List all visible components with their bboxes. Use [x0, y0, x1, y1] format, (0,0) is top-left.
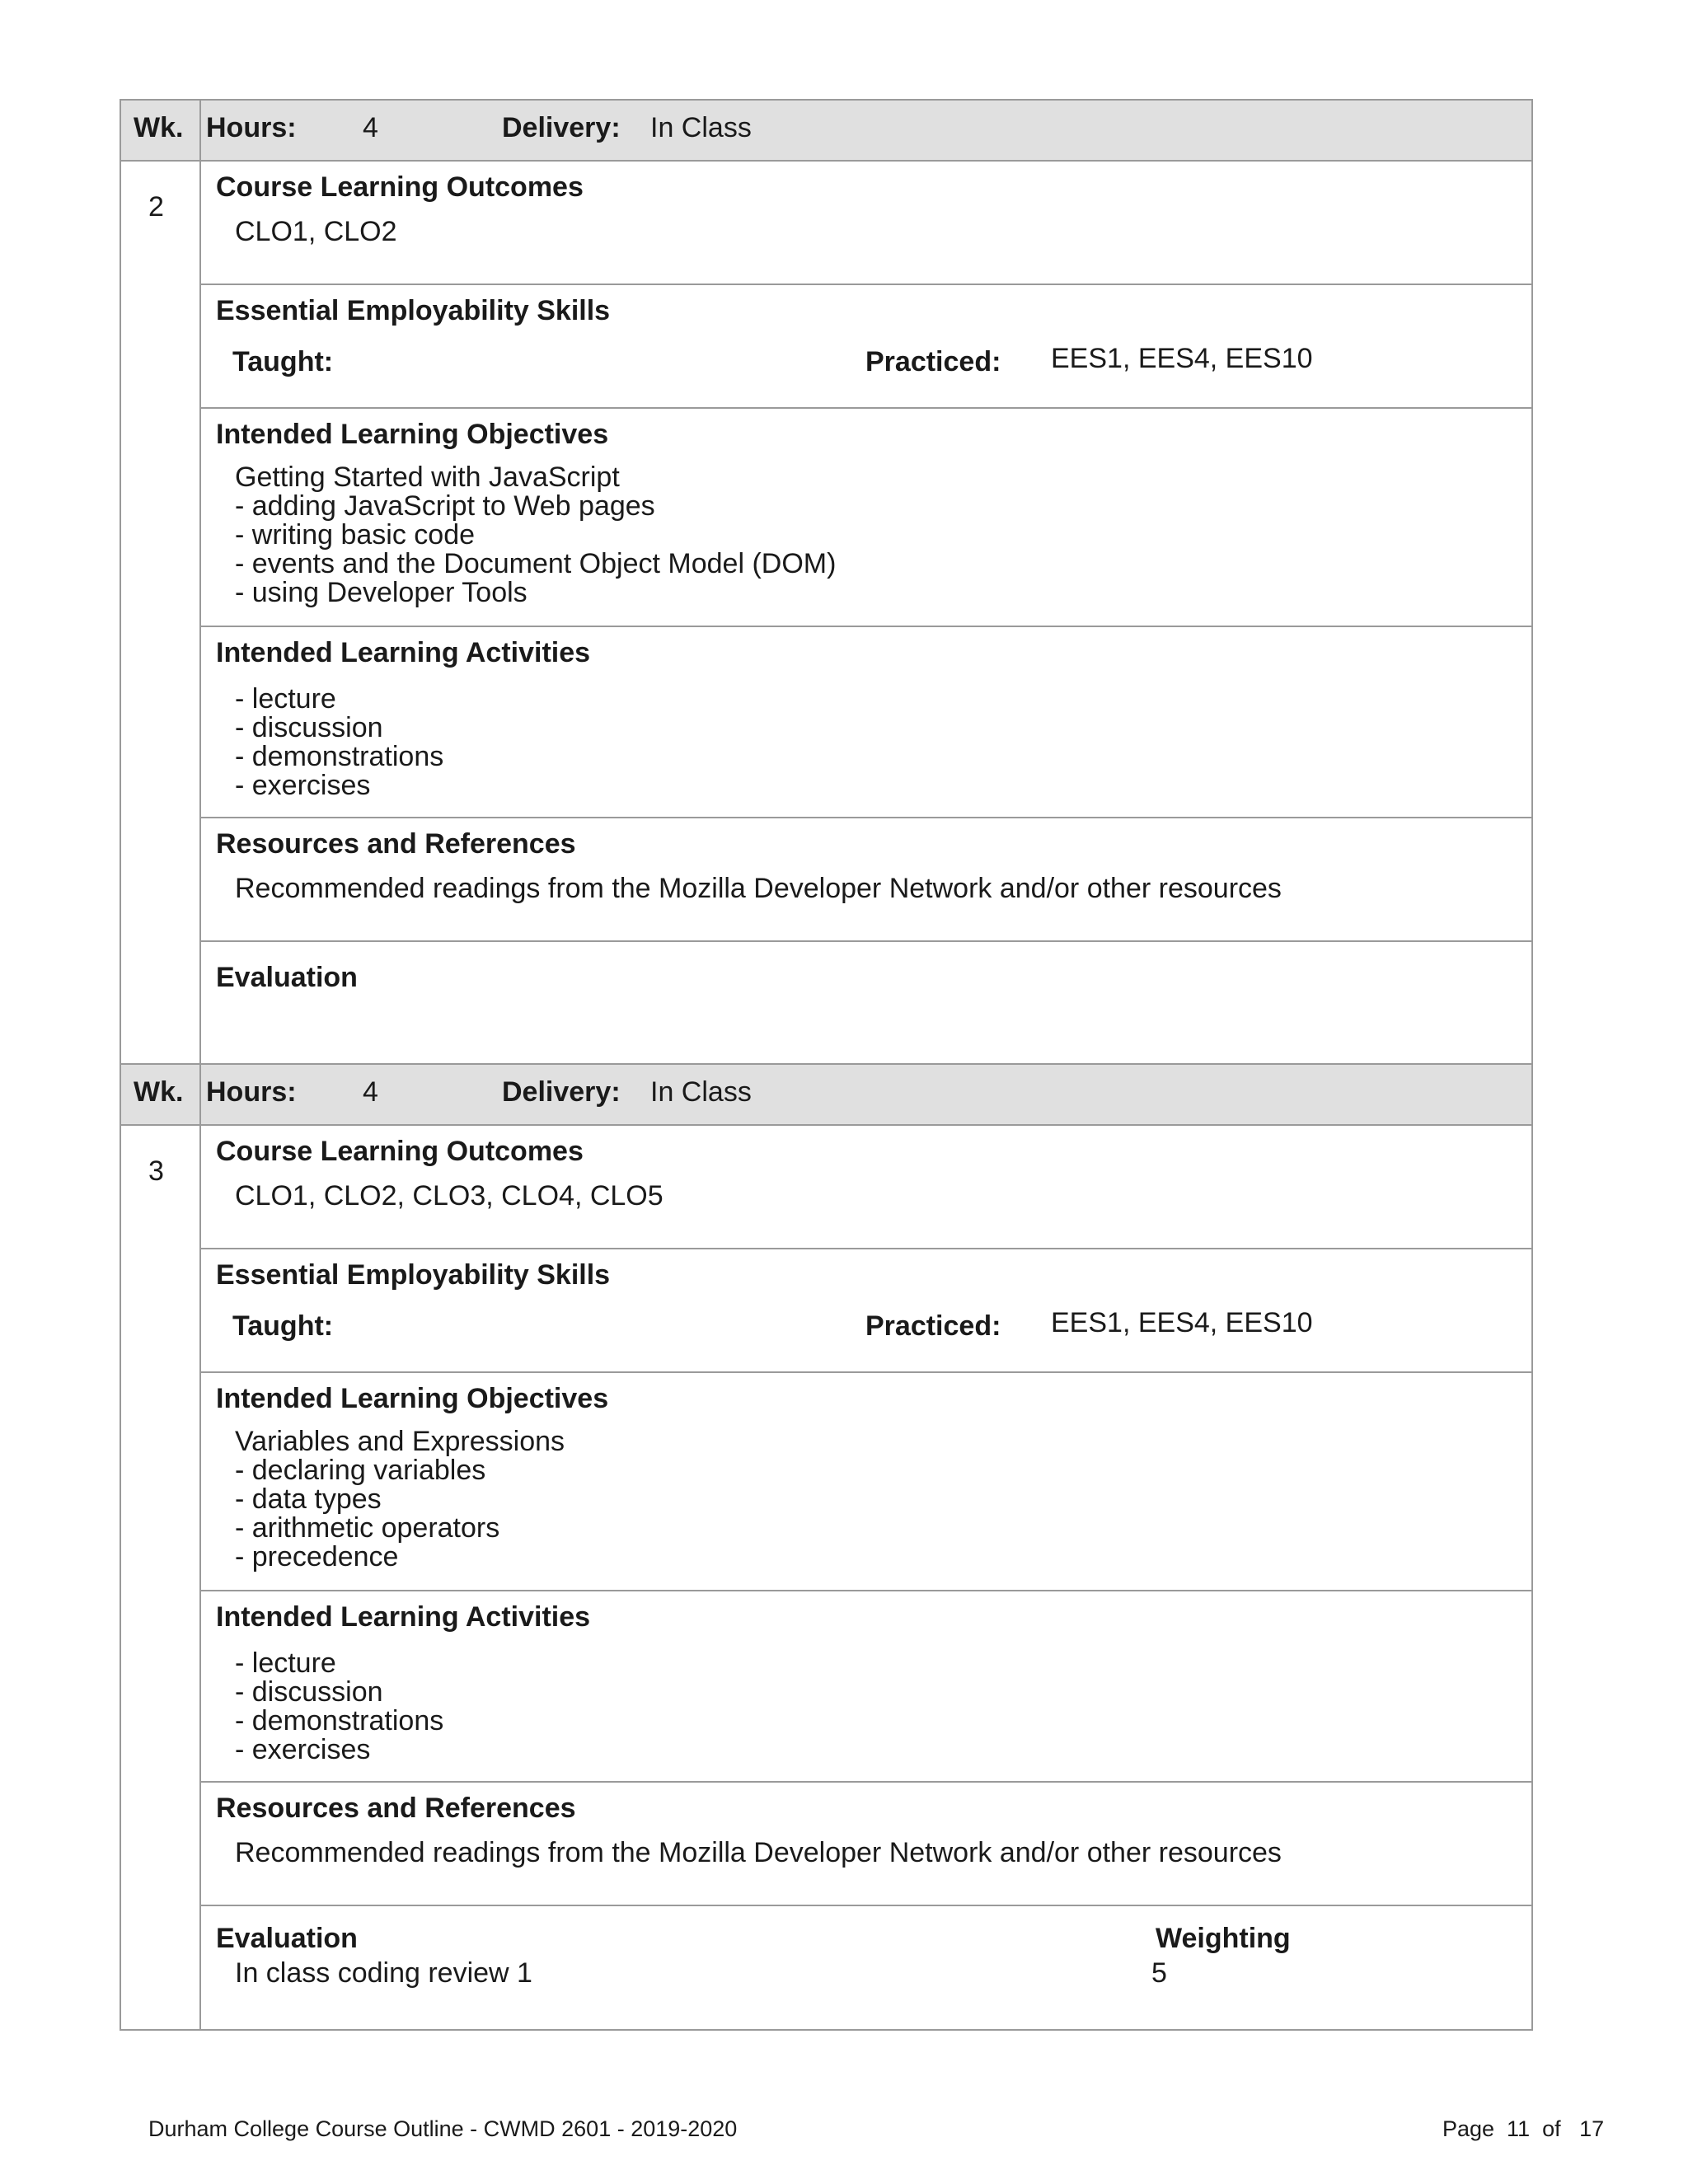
- objectives-list: Getting Started with JavaScript - adding JavaScript to Web pages - writing basic code - events and the Document Object Model (DOM) - using Developer Tools: [235, 462, 837, 608]
- section-title: Evaluation: [216, 962, 358, 993]
- clo-value: CLO1, CLO2, CLO3, CLO4, CLO5: [235, 1180, 663, 1212]
- delivery-label: Delivery:: [502, 112, 621, 143]
- section-title: Resources and References: [216, 1793, 576, 1824]
- learning-objectives-section: [199, 1373, 1531, 1591]
- learning-activities-section: [199, 627, 1531, 818]
- practiced-value: EES1, EES4, EES10: [1051, 343, 1313, 374]
- practiced-label: Practiced:: [865, 346, 1001, 377]
- section-title: Resources and References: [216, 828, 576, 860]
- learning-activities-section: [199, 1591, 1531, 1783]
- wk-label: Wk.: [134, 112, 184, 143]
- resources-text: Recommended readings from the Mozilla Developer Network and/or other resources: [235, 1837, 1282, 1868]
- activities-list: - lecture - discussion - demonstrations - exercises: [235, 1647, 444, 1765]
- evaluation-item: In class coding review 1: [235, 1957, 532, 1989]
- hours-label: Hours:: [206, 112, 297, 143]
- activities-list: - lecture - discussion - demonstrations - exercises: [235, 683, 444, 801]
- section-title: Intended Learning Objectives: [216, 419, 609, 450]
- section-title: Evaluation: [216, 1923, 358, 1954]
- clo-value: CLO1, CLO2: [235, 216, 397, 247]
- objectives-list: Variables and Expressions - declaring variables - data types - arithmetic operators - precedence: [235, 1426, 565, 1572]
- footer-course-info: Durham College Course Outline - CWMD 2601 - 2019-2020: [148, 2116, 738, 2141]
- evaluation-weight: 5: [1151, 1957, 1167, 1989]
- resources-text: Recommended readings from the Mozilla Developer Network and/or other resources: [235, 873, 1282, 904]
- section-title: Intended Learning Activities: [216, 1601, 591, 1633]
- taught-label: Taught:: [232, 346, 334, 377]
- section-title: Intended Learning Activities: [216, 637, 591, 668]
- evaluation-section: [199, 942, 1531, 1065]
- delivery-label: Delivery:: [502, 1076, 621, 1108]
- resources-section: [199, 818, 1531, 942]
- evaluation-section: [199, 1906, 1531, 2031]
- employability-skills-section: [199, 1249, 1531, 1373]
- week-number: 3: [148, 1155, 164, 1187]
- week-header: [121, 101, 1531, 162]
- taught-label: Taught:: [232, 1310, 334, 1342]
- week-number: 2: [148, 191, 164, 223]
- footer-page-number: Page 11 of 17: [1442, 2116, 1605, 2141]
- week-2-table: [120, 99, 1533, 1065]
- course-learning-outcomes-section: [199, 1126, 1531, 1249]
- delivery-value: In Class: [650, 112, 752, 143]
- weighting-label: Weighting: [1156, 1923, 1291, 1954]
- hours-label: Hours:: [206, 1076, 297, 1108]
- section-title: Intended Learning Objectives: [216, 1383, 609, 1414]
- week-3-table: [120, 1063, 1533, 2031]
- header-divider: [199, 101, 201, 160]
- section-title: Course Learning Outcomes: [216, 1136, 584, 1167]
- wk-label: Wk.: [134, 1076, 184, 1108]
- hours-value: 4: [363, 112, 378, 143]
- week-header: [121, 1065, 1531, 1126]
- practiced-value: EES1, EES4, EES10: [1051, 1307, 1313, 1338]
- course-learning-outcomes-section: [199, 162, 1531, 285]
- delivery-value: In Class: [650, 1076, 752, 1108]
- learning-objectives-section: [199, 409, 1531, 627]
- header-divider: [199, 1065, 201, 1124]
- hours-value: 4: [363, 1076, 378, 1108]
- resources-section: [199, 1783, 1531, 1906]
- employability-skills-section: [199, 285, 1531, 409]
- practiced-label: Practiced:: [865, 1310, 1001, 1342]
- section-title: Essential Employability Skills: [216, 1259, 611, 1291]
- section-title: Essential Employability Skills: [216, 295, 611, 326]
- section-title: Course Learning Outcomes: [216, 171, 584, 203]
